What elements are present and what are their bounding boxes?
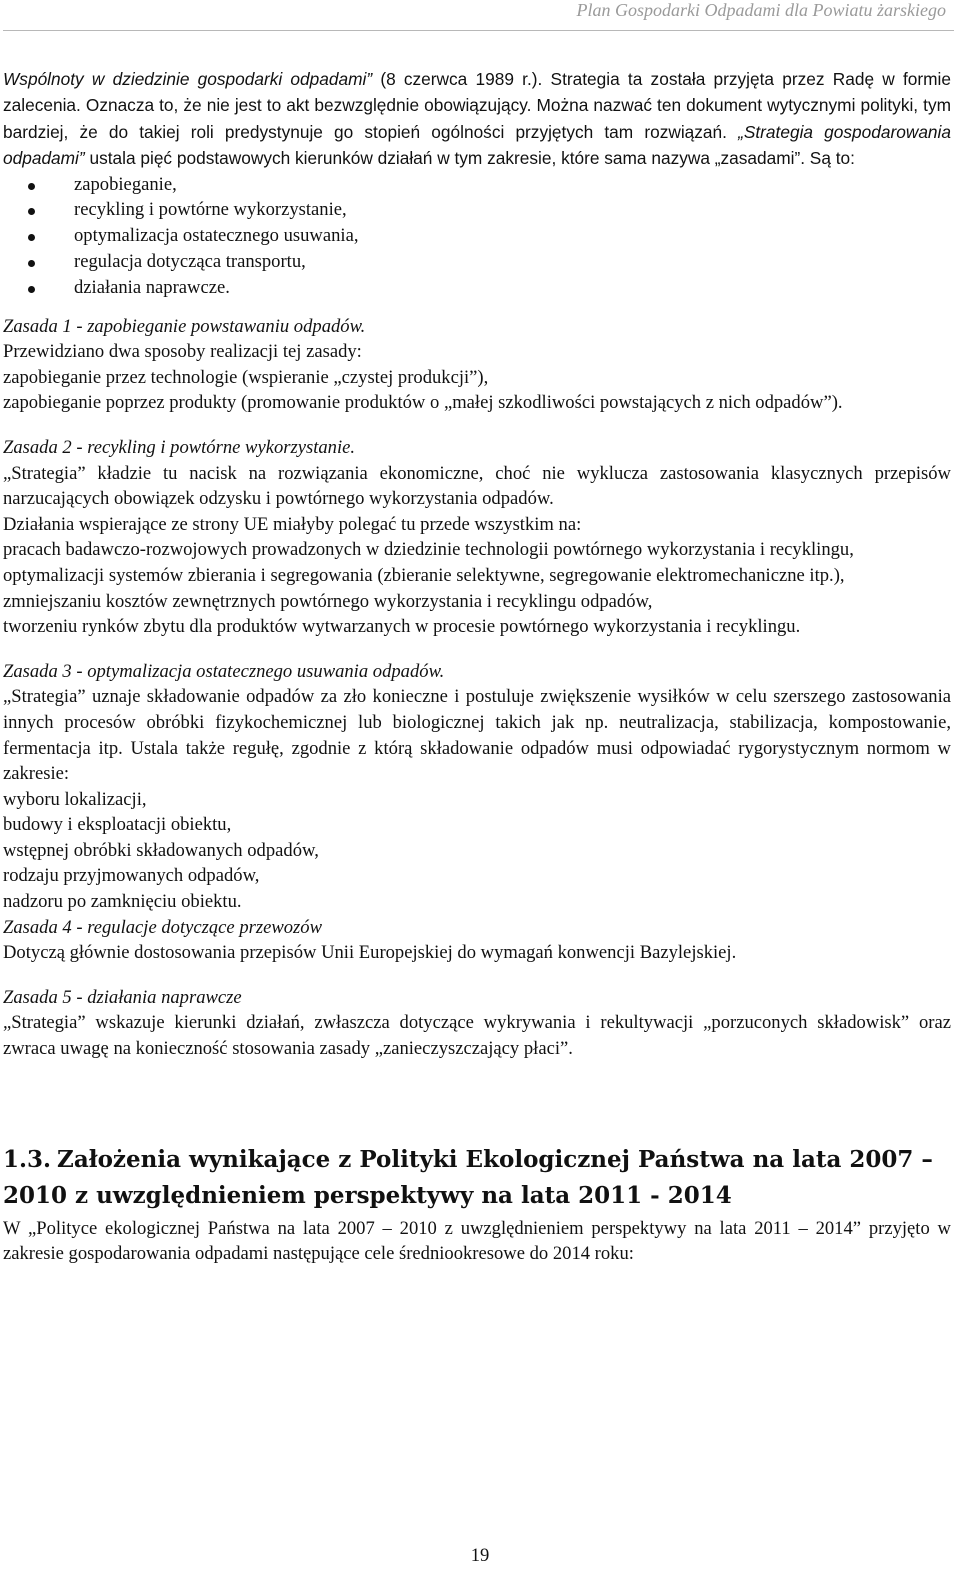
running-header: Plan Gospodarki Odpadami dla Powiatu żarskiego [576, 0, 946, 20]
principle-4-heading: Zasada 4 - regulacje dotyczące przewozów [3, 916, 322, 938]
bullet-icon [28, 260, 35, 267]
principle-1-text: Przewidziano dwa sposoby realizacji tej zasady: [3, 341, 362, 363]
principle-4-text: Dotyczą głównie dostosowania przepisów Unii Europejskiej do wymagań konwencji Bazylejskiej. [3, 942, 737, 964]
list-item: zapobieganie, [3, 172, 951, 198]
principle-3-heading: Zasada 3 - optymalizacja ostatecznego usuwania odpadów. [3, 660, 445, 682]
list-item: recykling i powtórne wykorzystanie, [3, 197, 951, 223]
intro-paragraph [3, 66, 951, 172]
principle-1-heading: Zasada 1 - zapobieganie powstawaniu odpadów. [3, 315, 366, 337]
principle-5-heading: Zasada 5 - działania naprawcze [3, 986, 242, 1008]
principle-2-text: „Strategia” kładzie tu nacisk na rozwiązania ekonomiczne, choć nie wyklucza zastosowania klasycznych przepisów narzucających obowiązek odzysku i powtórnego wykorzystania odpadów. [3, 462, 951, 510]
section-title: Założenia wynikające z Polityki Ekologicznej Państwa na lata 2007 – 2010 z uwzględnieniem perspektywy na lata 2011 - 2014 [3, 1145, 933, 1209]
principle-1-text: zapobieganie poprzez produkty (promowanie produktów o „małej szkodliwości powstających z nich odpadów”). [3, 392, 843, 414]
principle-2-text: tworzeniu rynków zbytu dla produktów wytwarzanych w procesie powtórnego wykorzystania i recyklingu. [3, 616, 801, 638]
principle-3-text: „Strategia” uznaje składowanie odpadów za zło konieczne i postuluje zwiększenie wysiłków w celu szerszego zastosowania innych procesów obróbki fizykochemicznej lub biologicznej takich jak np. neutralizacja, stabilizacja, kompostowanie, fermentacja itp. Ustala także regułę, zgodnie z którą składowanie odpadów musi odpowiadać rygorystycznym normom w zakresie: [3, 686, 951, 785]
principle-2-text: optymalizacji systemów zbierania i segregowania (zbieranie selektywne, segregowanie elektromechaniczne itp.), [3, 564, 845, 586]
page-content [3, 66, 951, 1267]
section-body: W „Polityce ekologicznej Państwa na lata 2007 – 2010 z uwzględnieniem perspektywy na lata 2011 – 2014” przyjęto w zakresie gospodarowania odpadami następujące cele średniookresowe do 2014 roku: [3, 1217, 951, 1265]
principle-3-text: wstępnej obróbki składowanych odpadów, [3, 839, 319, 861]
principles-list [3, 172, 951, 301]
bullet-icon [28, 208, 35, 215]
principle-2-text: Działania wspierające ze strony UE miałyby polegać tu przede wszystkim na: [3, 513, 582, 535]
intro-text-end: ustala pięć podstawowych kierunków działań w tym zakresie, które sama nazywa „zasadami”. Są to: [84, 148, 855, 169]
principle-3-text: rodzaju przyjmowanych odpadów, [3, 865, 260, 887]
principle-3-text: nadzoru po zamknięciu obiektu. [3, 891, 242, 913]
page-number: 19 [470, 1545, 490, 1566]
intro-strategy-title: „Strategia gospodarowania odpadami” [3, 121, 951, 169]
list-item: regulacja dotycząca transportu, [3, 249, 951, 275]
bullet-icon [28, 286, 35, 293]
principle-2-text: pracach badawczo-rozwojowych prowadzonych w dziedzinie technologii powtórnego wykorzystania i recyklingu, [3, 539, 854, 561]
principle-5-text: „Strategia” wskazuje kierunki działań, zwłaszcza dotyczące wykrywania i rekultywacji „porzuconych składowisk” oraz zwraca uwagę na konieczność stosowania zasady „zanieczyszczający płaci”. [3, 1012, 951, 1060]
intro-italic-title: Wspólnoty w dziedzinie gospodarki odpadami” [3, 69, 373, 89]
section-number: 1.3. [3, 1145, 52, 1173]
intro-text: (8 czerwca 1989 r.). Strategia ta została przyjęta przez Radę w formie zalecenia. Oznacza to, że nie jest to akt bezwzględnie obowiązujący. Można nazwać ten dokument wytycznymi polityki, tym bardziej, że do takiej roli predystynuje go stopień ogólności przyjętych tam rozwiązań. [3, 69, 951, 142]
bullet-icon [28, 234, 35, 241]
principle-3-text: wyboru lokalizacji, [3, 788, 147, 810]
principle-2-text: zmniejszaniu kosztów zewnętrznych powtórnego wykorzystania i recyklingu odpadów, [3, 590, 653, 612]
principle-2-heading: Zasada 2 - recykling i powtórne wykorzystanie. [3, 436, 356, 458]
section-heading [3, 1142, 951, 1214]
principle-1-text: zapobieganie przez technologie (wspieranie „czystej produkcji”), [3, 366, 489, 388]
list-item: działania naprawcze. [3, 275, 951, 301]
list-item: optymalizacja ostatecznego usuwania, [3, 223, 951, 249]
header-rule [3, 30, 954, 31]
principle-3-text: budowy i eksploatacji obiektu, [3, 814, 232, 836]
bullet-icon [28, 183, 35, 190]
